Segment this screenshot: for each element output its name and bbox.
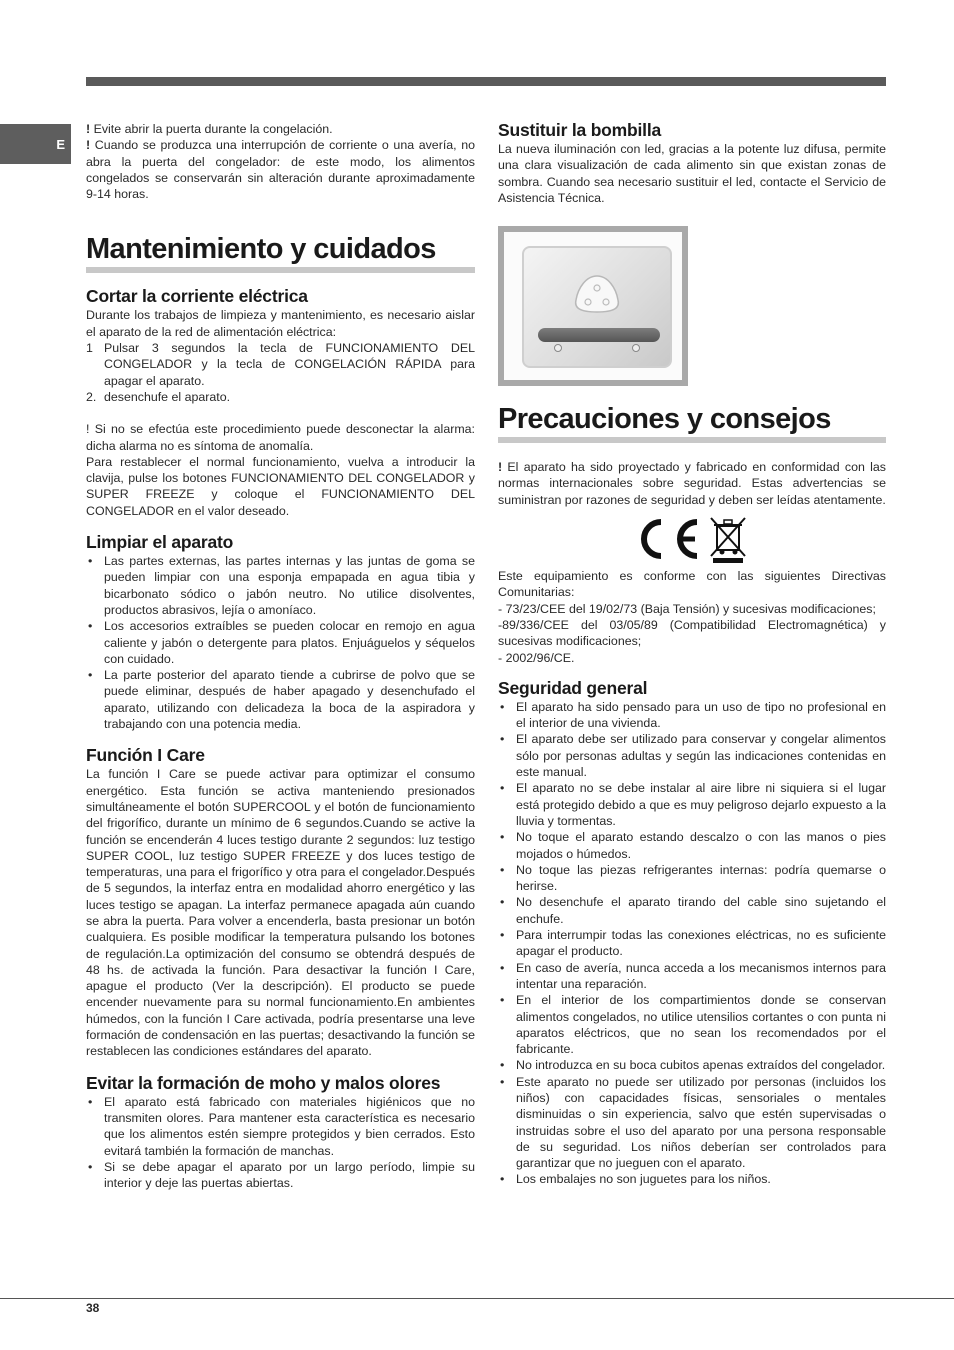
directive-item: - 2002/96/CE. <box>498 650 575 665</box>
ce-weee-icons <box>627 514 757 564</box>
limpiar-list <box>86 553 475 732</box>
list-item: • El aparato no se debe instalar al aire libre ni siquiera si el lugar está protegido debido a que es muy peligroso dejarlo expuesto a la lluvia y tormentas. <box>498 780 886 829</box>
list-item: • No toque el aparato estando descalzo o con las manos o pies mojados o húmedos. <box>498 829 886 862</box>
right-column <box>498 120 886 1188</box>
list-item: • El aparato debe ser utilizado para conservar y congelar alimentos sólo por personas adultas y según las indicaciones contenidas en este manual. <box>498 731 886 780</box>
bombilla-text: La nueva iluminación con led, gracias a la potente luz difusa, permite una clara visualización de cada alimento sin que existan zonas de sombra. Cuando sea necesario sustituir el led, contacte el Servicio de Asistencia Técnica. <box>498 142 886 205</box>
ce-mark-icon <box>644 522 697 556</box>
cortar-step: 1 Pulsar 3 segundos la tecla de FUNCIONAMIENTO DEL CONGELADOR y la tecla de CONGELACIÓN RÁPIDA para apagar el aparato. <box>86 341 475 388</box>
list-item: • No desenchufe el aparato tirando del cable sino sujetando el enchufe. <box>498 894 886 927</box>
screw-icon <box>632 344 640 352</box>
led-photo <box>498 226 688 386</box>
list-item: • La parte posterior del aparato tiende a cubrirse de polvo que se puede eliminar, después de haber apagado y desenchufado el aparato, utilizando con delicadeza la boca de la aspiradora y trabajando con una potencia media. <box>86 667 475 732</box>
top-rule <box>86 77 886 86</box>
list-item: • No toque las piezas refrigerantes internas: podría quemarse o herirse. <box>498 862 886 895</box>
intro-warning-2: ! Cuando se produzca una interrupción de corriente o una avería, no abra la puerta del congelador: de este modo, los alimentos congelados se conservarán sin alteración durante aproximadamente 9-14 horas. <box>86 138 475 202</box>
list-item: • Los accesorios extraíbles se pueden colocar en remojo en agua caliente y jabón o detergente para platos. Enjuáguelos y séquelos con cuidado. <box>86 618 475 667</box>
list-item: • El aparato está fabricado con materiales higiénicos que no transmiten olores. Para mantener esta característica es necesario que los alimentos estén siempre protegidos y bien cerrados. Esto evitará también la formación de manchas. <box>86 1094 475 1159</box>
cortar-steps <box>86 340 475 405</box>
icare-text: La función I Care se puede activar para optimizar el consumo energético. Esta función se activa manteniendo presionados simultáneamente el botón SUPERCOOL y el botón de funcionamiento del frigorífico, durante un mínimo de 6 segundos.Cuando se active la función se encenderán 4 luces testigo durante 2 segundos: luz testigo SUPER COOL, luz testigo SUPER FREEZE y dos luces testigo de temperaturas, una para el frigorífico y otra para el congelador.Después de 5 segundos, la interfaz entra en modalidad ahorro energético y las luces testigo se apagan. La interfaz permanece apagada aún cuando se abra la puerta. Para volver a encenderla, basta presionar un botón cualquiera. Es posible modificar la temperatura pulsando los botones de regulación.La optimización del consumo se obtendrá después de 48 hs. de activada la función. Para desactivar la función I Care, apague el producto (Ver la descripción). El producto se puede encender nuevamente para su normal funcionamiento.En ambientes húmedos, con la función I Care activada, podría presentarse una leve formación de condensación en las puertas; desactivando la función se restablecen las condiciones estándares del aparato. <box>86 767 475 1059</box>
cortar-step: 2. desenchufe el aparato. <box>86 389 231 404</box>
cortar-restore: Para restablecer el normal funcionamiento, vuelva a introducir la clavija, pulse los botones FUNCIONAMIENTO DEL CONGELADOR y SUPER FREEZE y coloque el FUNCIONAMIENTO DEL CONGELADOR en el valor deseado. <box>86 454 475 518</box>
led-strip <box>538 328 660 342</box>
weee-bin-icon <box>711 518 745 563</box>
list-item: • Este aparato no puede ser utilizado por personas (incluidos los niños) con capacidades físicas, sensoriales o mentales disminuidas o sin experiencia, salvo que estén supervisadas o instruidas sobre el uso del aparato por una persona responsable de su seguridad. Los niños deberían ser controlados para garantizar que no jueguen con el aparato. <box>498 1074 886 1172</box>
moho-heading: Evitar la formación de moho y malos olores <box>86 1072 441 1093</box>
language-tab: E <box>0 124 71 164</box>
maintenance-heading: Mantenimiento y cuidados <box>86 232 475 273</box>
led-panel-image <box>522 246 672 368</box>
left-column <box>86 120 475 1191</box>
directive-item: -89/336/CEE del 03/05/89 (Compatibilidad Electromagnética) y sucesivas modificaciones; <box>498 617 886 649</box>
cortar-warning: ! Si no se efectúa este procedimiento puede desconectar la alarma: dicha alarma no es síntoma de anomalía. <box>86 422 475 453</box>
list-item: • El aparato ha sido pensado para un uso de tipo no profesional en el interior de una vivienda. <box>498 699 886 732</box>
limpiar-heading: Limpiar el aparato <box>86 532 234 553</box>
seguridad-heading: Seguridad general <box>498 677 648 698</box>
precaution-intro: ! El aparato ha sido proyectado y fabricado en conformidad con las normas internacionales sobre seguridad. Estas advertencias se suministran por razones de seguridad y deben ser leídas atentamente. <box>498 460 886 507</box>
list-item: • En el interior de los compartimientos donde se conservan alimentos congelados, no utilice utensilios cortantes o con punta ni aparatos eléctricos, que no sean los recomendados por el fabricante. <box>498 992 886 1057</box>
cortar-heading: Cortar la corriente eléctrica <box>86 286 308 307</box>
icare-heading: Función I Care <box>86 745 205 766</box>
intro-warning-1: ! Evite abrir la puerta durante la congelación. <box>86 122 333 136</box>
directives-intro: Este equipamiento es conforme con las siguientes Directivas Comunitarias: <box>498 569 886 600</box>
footer-rule <box>0 1298 954 1299</box>
bombilla-heading: Sustituir la bombilla <box>498 120 662 140</box>
screw-icon <box>554 344 562 352</box>
list-item: • Para interrumpir todas las conexiones eléctricas, no es suficiente apagar el producto. <box>498 927 886 960</box>
cortar-intro: Durante los trabajos de limpieza y mantenimiento, es necesario aislar el aparato de la red de alimentación eléctrica: <box>86 308 475 339</box>
directive-item: - 73/23/CEE del 19/02/73 (Baja Tensión) y sucesivas modificaciones; <box>498 601 876 616</box>
list-item: • En caso de avería, nunca acceda a los mecanismos internos para intentar una reparación. <box>498 960 886 993</box>
seguridad-list <box>498 699 886 1188</box>
moho-list <box>86 1094 475 1192</box>
precautions-heading: Precauciones y consejos <box>498 402 886 443</box>
list-item: • Si se debe apagar el aparato por un largo período, limpie su interior y deje las puertas abiertas. <box>86 1159 475 1192</box>
page-number: 38 <box>86 1301 100 1315</box>
list-item: • No introduzca en su boca cubitos apenas extraídos del congelador. <box>498 1057 886 1073</box>
led-cover-icon <box>524 248 670 328</box>
list-item: • Las partes externas, las partes internas y las juntas de goma se pueden limpiar con una esponja empapada en agua tibia y bicarbonato sódico o jabón neutro. No utilice disolventes, productos abrasivos, lejía o amoníaco. <box>86 553 475 618</box>
certification-marks <box>498 514 886 564</box>
list-item: • Los embalajes no son juguetes para los niños. <box>498 1171 886 1187</box>
